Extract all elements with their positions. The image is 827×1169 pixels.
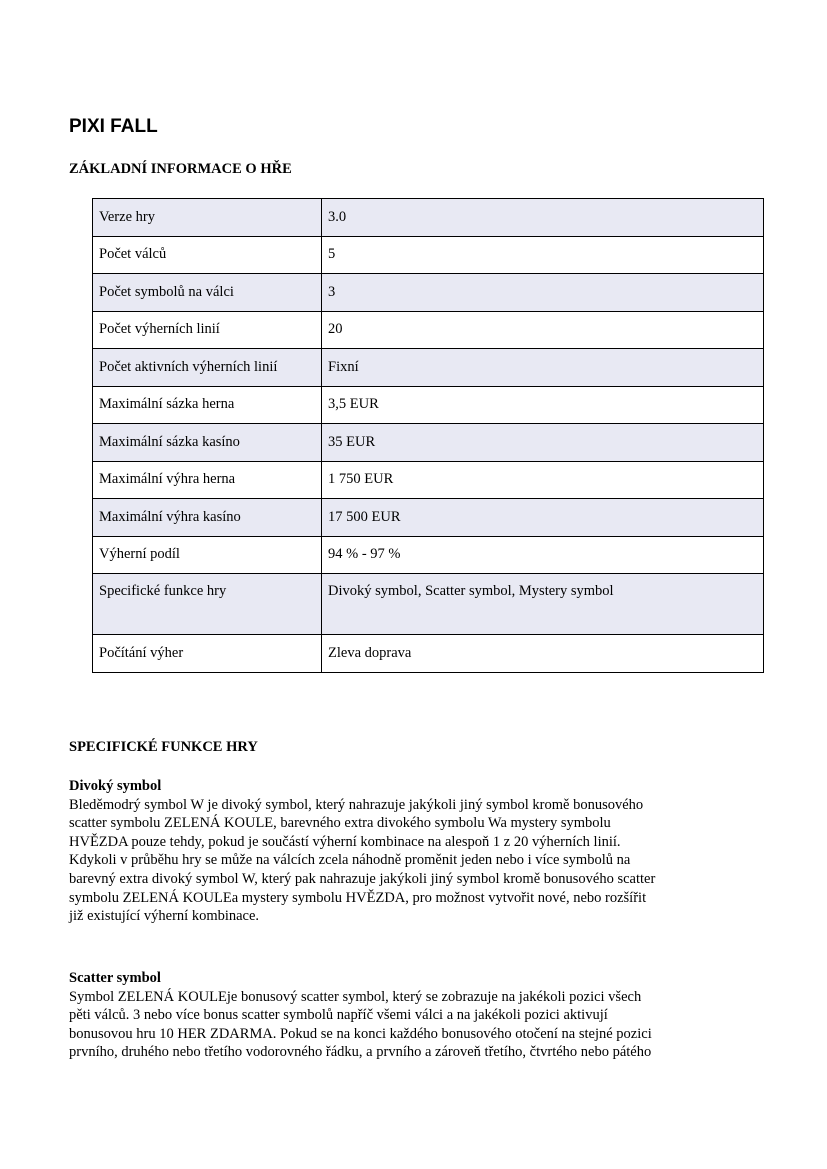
row-value: 35 EUR [322,424,764,462]
row-value: 1 750 EUR [322,461,764,499]
table-row [93,349,764,387]
paragraph-line: pěti válců. 3 nebo více bonus scatter symbolů napříč všemi válci a na jakékoli pozici aktivují [69,1007,608,1024]
row-label: Specifické funkce hry [93,574,322,635]
paragraph-line: bonusovou hru 10 HER ZDARMA. Pokud se na konci každého bonusového otočení na stejné pozici [69,1025,652,1042]
table-row [93,461,764,499]
scatter-symbol-title: Scatter symbol [69,970,161,986]
paragraph-line: scatter symbolu ZELENÁ KOULE, barevného extra divokého symbolu Wa mystery symbolu [69,815,611,832]
table-row [93,386,764,424]
row-value: 3,5 EUR [322,386,764,424]
wild-symbol-title: Divoký symbol [69,778,162,794]
row-value: 5 [322,236,764,274]
row-value: Fixní [322,349,764,387]
paragraph-line: barevný extra divoký symbol W, který pak nahrazuje jakýkoli jiný symbol kromě bonusového scatter [69,870,656,887]
paragraph-line: HVĚZDA pouze tehdy, pokud je součástí výherní kombinace na alespoň 1 z 20 výherních linií. [69,833,621,850]
table-row [93,311,764,349]
paragraph-line: již existující výherní kombinace. [69,908,260,925]
table-row [93,199,764,237]
row-label: Maximální sázka kasíno [93,424,322,462]
paragraph-line: prvního, druhého nebo třetího vodorovného řádku, a prvního a zároveň třetího, čtvrtého nebo pátého [69,1044,652,1061]
features-heading: SPECIFICKÉ FUNKCE HRY [69,739,258,755]
paragraph-line: Kdykoli v průběhu hry se může na válcích zcela náhodně proměnit jeden nebo i více symbolů na [69,852,631,869]
basic-info-table [92,198,764,673]
row-value: 94 % - 97 % [322,536,764,574]
row-label: Počet výherních linií [93,311,322,349]
row-label: Maximální sázka herna [93,386,322,424]
table-row [93,635,764,673]
basic-info-heading: ZÁKLADNÍ INFORMACE O HŘE [69,161,292,177]
table-row [93,574,764,635]
row-label: Počet aktivních výherních linií [93,349,322,387]
table-row [93,274,764,312]
row-label: Výherní podíl [93,536,322,574]
row-label: Maximální výhra kasíno [93,499,322,537]
row-value: 17 500 EUR [322,499,764,537]
row-label: Počítání výher [93,635,322,673]
game-title: PIXI FALL [69,116,158,137]
row-label: Verze hry [93,199,322,237]
table-row [93,236,764,274]
row-value: 3 [322,274,764,312]
scatter-symbol-section [69,969,652,1062]
paragraph-line: Symbol ZELENÁ KOULEje bonusový scatter symbol, který se zobrazuje na jakékoli pozici všech [69,988,642,1005]
row-label: Počet válců [93,236,322,274]
table-row [93,424,764,462]
table-row [93,499,764,537]
row-value: Divoký symbol, Scatter symbol, Mystery symbol [322,574,764,635]
wild-symbol-section [69,777,655,926]
paragraph-line: symbolu ZELENÁ KOULEa mystery symbolu HVĚZDA, pro možnost vytvořit nové, nebo rozšířit [69,889,647,906]
table-row [93,536,764,574]
row-value: Zleva doprava [322,635,764,673]
paragraph-line: Bleděmodrý symbol W je divoký symbol, který nahrazuje jakýkoli jiný symbol kromě bonusového [69,796,644,813]
row-value: 3.0 [322,199,764,237]
row-value: 20 [322,311,764,349]
row-label: Počet symbolů na válci [93,274,322,312]
row-label: Maximální výhra herna [93,461,322,499]
